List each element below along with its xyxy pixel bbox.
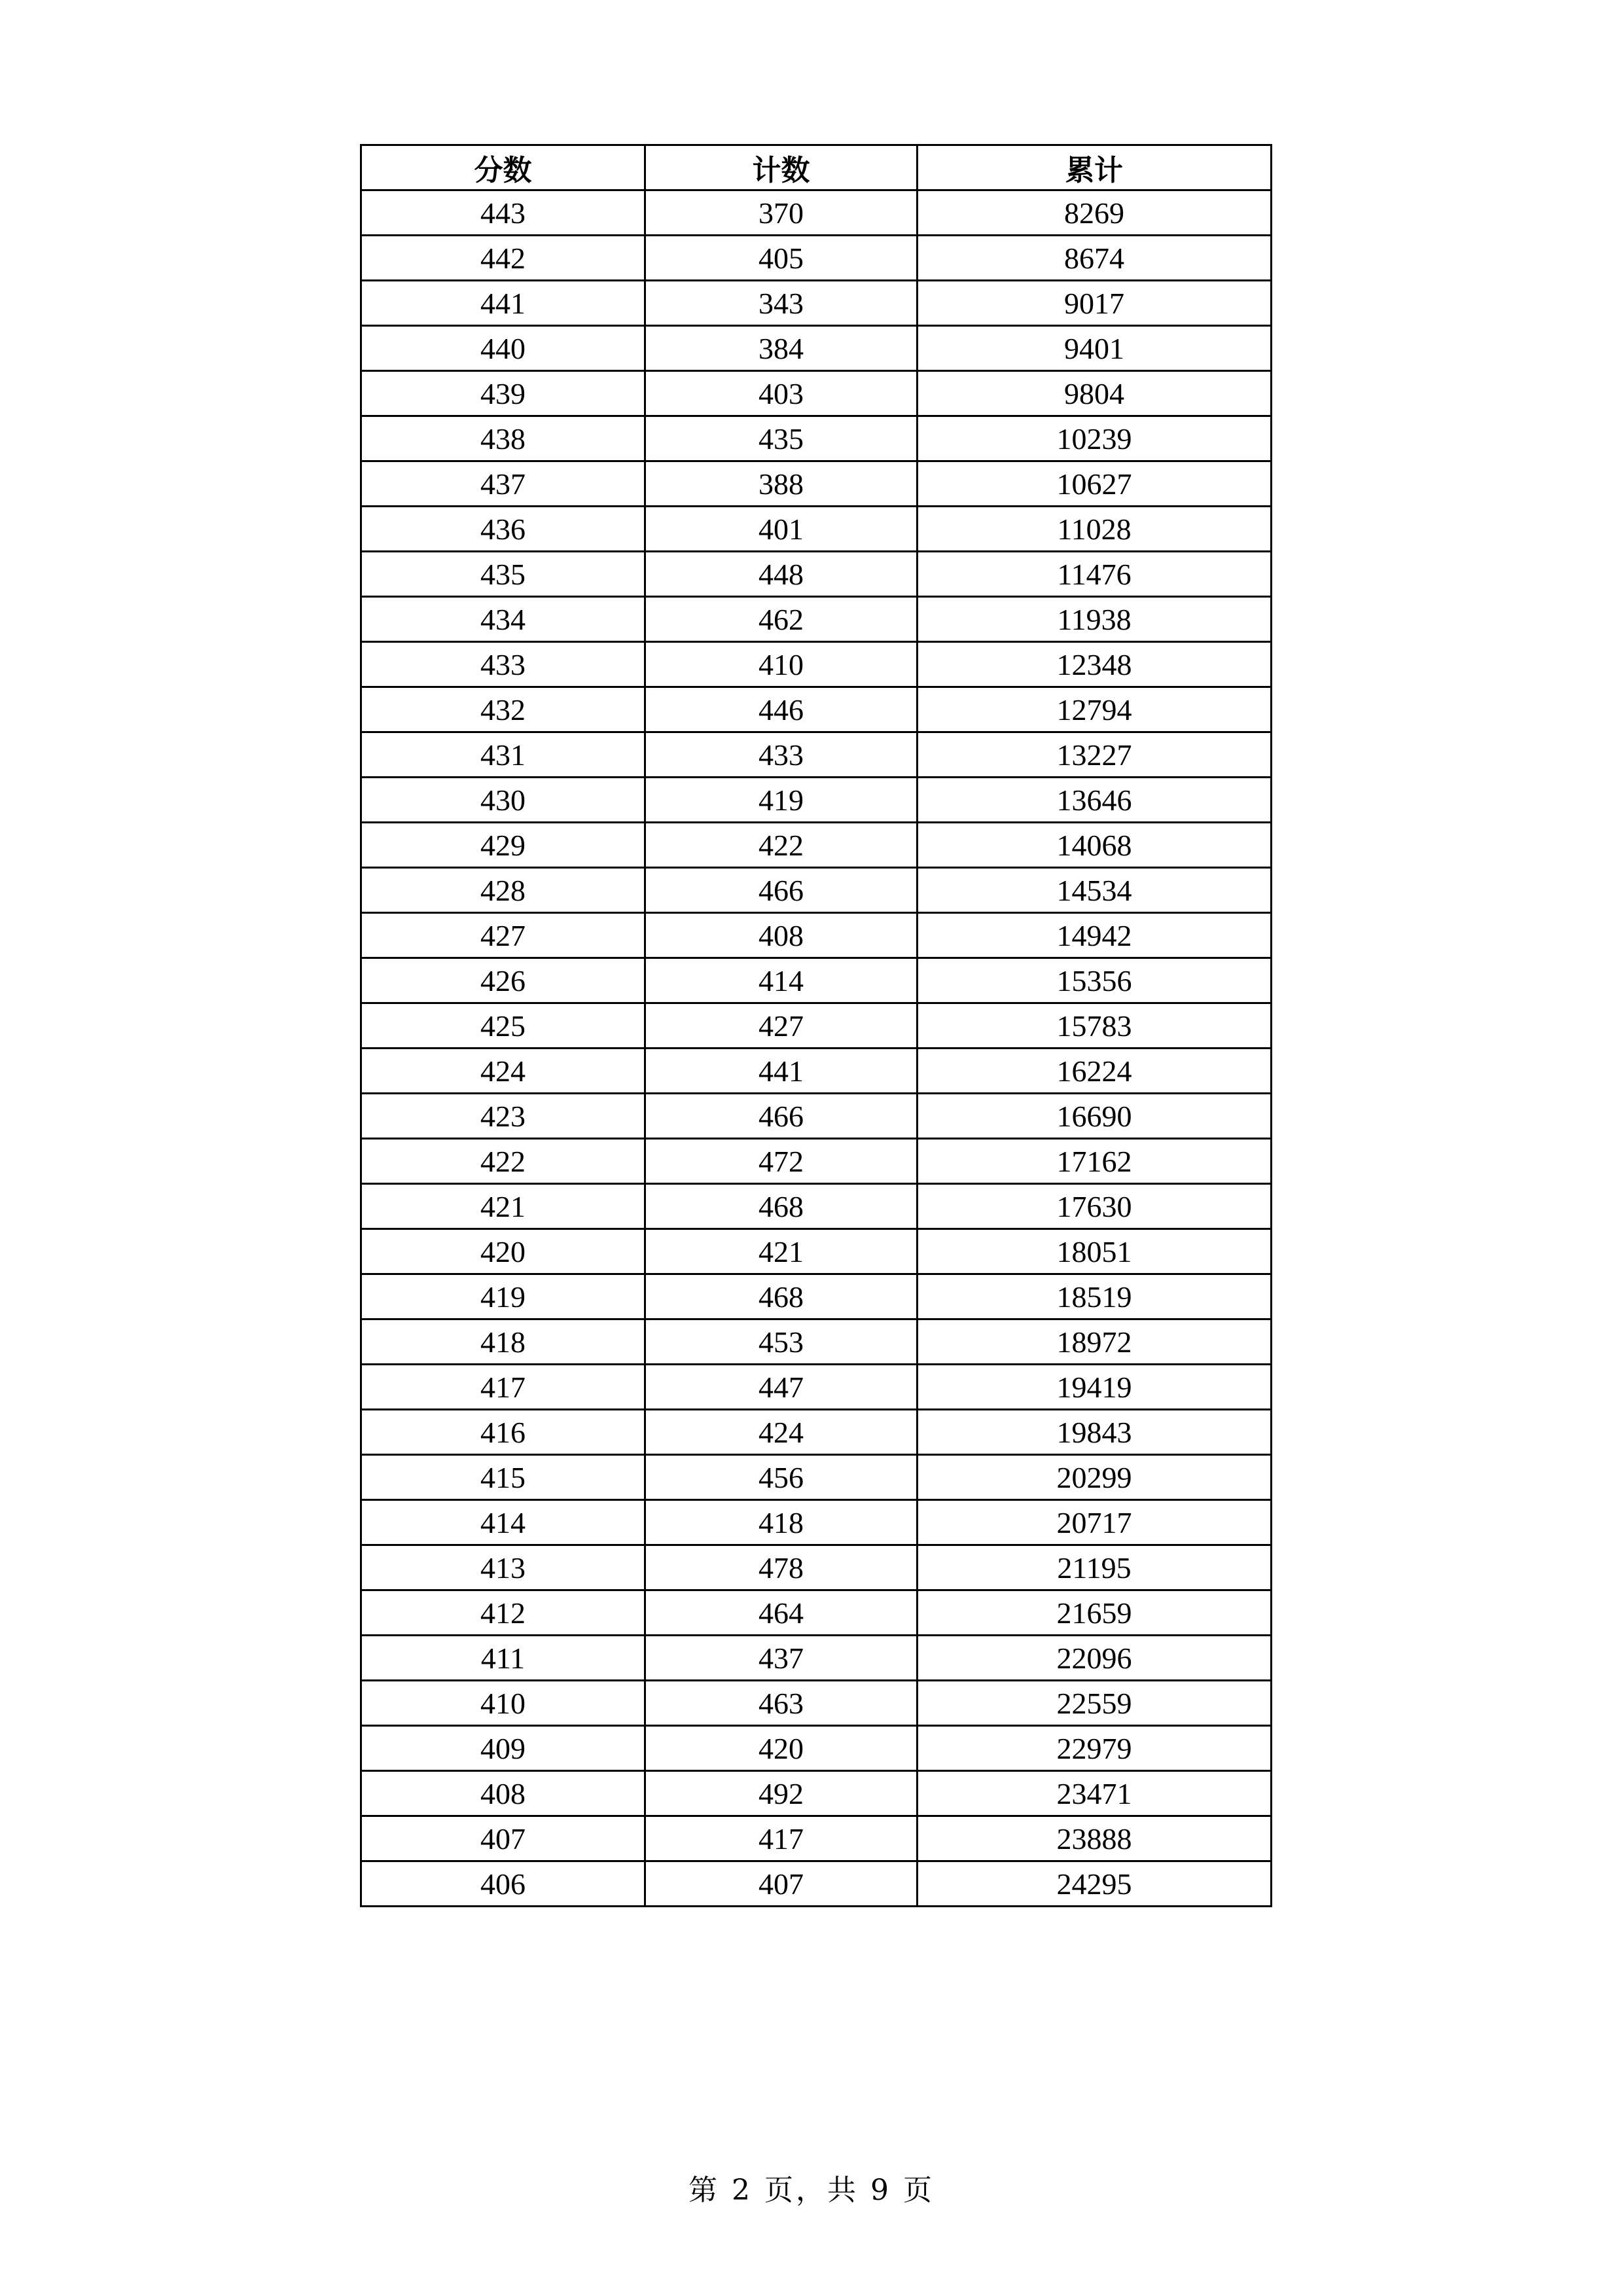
count-cell: 435 (645, 416, 918, 461)
count-cell: 453 (645, 1319, 918, 1365)
score-cell: 407 (361, 1816, 645, 1861)
table-row (361, 1455, 1272, 1500)
cumulative-cell: 18051 (918, 1229, 1272, 1274)
column-header-count: 计数 (645, 145, 918, 190)
count-cell: 466 (645, 1094, 918, 1139)
table-row (361, 1049, 1272, 1094)
column-header-cumulative: 累计 (918, 145, 1272, 190)
cumulative-cell: 16224 (918, 1049, 1272, 1094)
cumulative-cell: 12348 (918, 642, 1272, 687)
table-row (361, 1003, 1272, 1049)
table-row (361, 642, 1272, 687)
cumulative-cell: 8269 (918, 190, 1272, 236)
count-cell: 456 (645, 1455, 918, 1500)
cumulative-cell: 9017 (918, 281, 1272, 326)
score-cell: 421 (361, 1184, 645, 1229)
cumulative-cell: 9804 (918, 371, 1272, 416)
score-cell: 422 (361, 1139, 645, 1184)
table-row (361, 823, 1272, 868)
score-cell: 412 (361, 1590, 645, 1636)
cumulative-cell: 22979 (918, 1726, 1272, 1771)
table-row (361, 1726, 1272, 1771)
cumulative-cell: 9401 (918, 326, 1272, 371)
cumulative-cell: 13227 (918, 732, 1272, 778)
score-table (360, 144, 1272, 1907)
score-cell: 423 (361, 1094, 645, 1139)
count-cell: 448 (645, 552, 918, 597)
count-cell: 422 (645, 823, 918, 868)
cumulative-cell: 18972 (918, 1319, 1272, 1365)
score-cell: 431 (361, 732, 645, 778)
table-row (361, 1274, 1272, 1319)
cumulative-cell: 17630 (918, 1184, 1272, 1229)
count-cell: 421 (645, 1229, 918, 1274)
score-cell: 435 (361, 552, 645, 597)
score-cell: 408 (361, 1771, 645, 1816)
cumulative-cell: 10239 (918, 416, 1272, 461)
table-row (361, 1816, 1272, 1861)
count-cell: 433 (645, 732, 918, 778)
count-cell: 472 (645, 1139, 918, 1184)
cumulative-cell: 11476 (918, 552, 1272, 597)
count-cell: 427 (645, 1003, 918, 1049)
table-row (361, 1319, 1272, 1365)
score-cell: 433 (361, 642, 645, 687)
cumulative-cell: 17162 (918, 1139, 1272, 1184)
table-row (361, 1229, 1272, 1274)
table-row (361, 1636, 1272, 1681)
score-cell: 428 (361, 868, 645, 913)
score-cell: 411 (361, 1636, 645, 1681)
cumulative-cell: 19843 (918, 1410, 1272, 1455)
score-cell: 439 (361, 371, 645, 416)
table-row (361, 1861, 1272, 1907)
table-row (361, 552, 1272, 597)
count-cell: 468 (645, 1184, 918, 1229)
cumulative-cell: 8674 (918, 236, 1272, 281)
page-number-footer: 第 2 页，共 9 页 (688, 2174, 935, 2207)
cumulative-cell: 11938 (918, 597, 1272, 642)
count-cell: 468 (645, 1274, 918, 1319)
table-row (361, 868, 1272, 913)
cumulative-cell: 21195 (918, 1545, 1272, 1590)
table-row (361, 507, 1272, 552)
cumulative-cell: 14534 (918, 868, 1272, 913)
count-cell: 414 (645, 958, 918, 1003)
count-cell: 492 (645, 1771, 918, 1816)
score-cell: 419 (361, 1274, 645, 1319)
cumulative-cell: 23888 (918, 1816, 1272, 1861)
score-cell: 420 (361, 1229, 645, 1274)
count-cell: 418 (645, 1500, 918, 1545)
score-cell: 415 (361, 1455, 645, 1500)
table-row (361, 1681, 1272, 1726)
count-cell: 407 (645, 1861, 918, 1907)
count-cell: 420 (645, 1726, 918, 1771)
cumulative-cell: 15356 (918, 958, 1272, 1003)
cumulative-cell: 10627 (918, 461, 1272, 507)
cumulative-cell: 23471 (918, 1771, 1272, 1816)
count-cell: 478 (645, 1545, 918, 1590)
cumulative-cell: 22096 (918, 1636, 1272, 1681)
count-cell: 417 (645, 1816, 918, 1861)
count-cell: 424 (645, 1410, 918, 1455)
count-cell: 401 (645, 507, 918, 552)
count-cell: 343 (645, 281, 918, 326)
table-row (361, 1410, 1272, 1455)
table-row (361, 416, 1272, 461)
cumulative-cell: 16690 (918, 1094, 1272, 1139)
score-cell: 437 (361, 461, 645, 507)
table-body (361, 190, 1272, 1907)
column-header-score: 分数 (361, 145, 645, 190)
score-cell: 442 (361, 236, 645, 281)
count-cell: 464 (645, 1590, 918, 1636)
score-cell: 441 (361, 281, 645, 326)
table-row (361, 1545, 1272, 1590)
score-cell: 416 (361, 1410, 645, 1455)
count-cell: 437 (645, 1636, 918, 1681)
cumulative-cell: 24295 (918, 1861, 1272, 1907)
table-row (361, 597, 1272, 642)
table-row (361, 190, 1272, 236)
table-row (361, 1771, 1272, 1816)
count-cell: 405 (645, 236, 918, 281)
score-cell: 434 (361, 597, 645, 642)
table-row (361, 687, 1272, 732)
table-row (361, 326, 1272, 371)
count-cell: 446 (645, 687, 918, 732)
score-cell: 426 (361, 958, 645, 1003)
count-cell: 466 (645, 868, 918, 913)
cumulative-cell: 15783 (918, 1003, 1272, 1049)
table-row (361, 1139, 1272, 1184)
cumulative-cell: 19419 (918, 1365, 1272, 1410)
count-cell: 408 (645, 913, 918, 958)
score-cell: 436 (361, 507, 645, 552)
count-cell: 384 (645, 326, 918, 371)
cumulative-cell: 20717 (918, 1500, 1272, 1545)
score-cell: 430 (361, 778, 645, 823)
table-row (361, 1184, 1272, 1229)
score-cell: 414 (361, 1500, 645, 1545)
count-cell: 388 (645, 461, 918, 507)
score-cell: 432 (361, 687, 645, 732)
table-row (361, 371, 1272, 416)
table-row (361, 1365, 1272, 1410)
cumulative-cell: 14068 (918, 823, 1272, 868)
count-cell: 370 (645, 190, 918, 236)
score-cell: 427 (361, 913, 645, 958)
score-cell: 443 (361, 190, 645, 236)
score-cell: 410 (361, 1681, 645, 1726)
cumulative-cell: 14942 (918, 913, 1272, 958)
cumulative-cell: 22559 (918, 1681, 1272, 1726)
score-cell: 406 (361, 1861, 645, 1907)
cumulative-cell: 11028 (918, 507, 1272, 552)
table-row (361, 1500, 1272, 1545)
score-cell: 425 (361, 1003, 645, 1049)
cumulative-cell: 18519 (918, 1274, 1272, 1319)
score-cell: 424 (361, 1049, 645, 1094)
table-row (361, 958, 1272, 1003)
table-row (361, 1590, 1272, 1636)
score-cell: 413 (361, 1545, 645, 1590)
score-cell: 417 (361, 1365, 645, 1410)
score-cell: 418 (361, 1319, 645, 1365)
cumulative-cell: 12794 (918, 687, 1272, 732)
count-cell: 463 (645, 1681, 918, 1726)
count-cell: 462 (645, 597, 918, 642)
table-row (361, 913, 1272, 958)
table-row (361, 778, 1272, 823)
cumulative-cell: 21659 (918, 1590, 1272, 1636)
count-cell: 403 (645, 371, 918, 416)
table-header-row (361, 145, 1272, 190)
table-row (361, 732, 1272, 778)
table-row (361, 1094, 1272, 1139)
cumulative-cell: 20299 (918, 1455, 1272, 1500)
table-row (361, 236, 1272, 281)
table-row (361, 281, 1272, 326)
score-cell: 409 (361, 1726, 645, 1771)
score-cell: 438 (361, 416, 645, 461)
score-cell: 440 (361, 326, 645, 371)
cumulative-cell: 13646 (918, 778, 1272, 823)
count-cell: 441 (645, 1049, 918, 1094)
count-cell: 410 (645, 642, 918, 687)
table-row (361, 461, 1272, 507)
count-cell: 419 (645, 778, 918, 823)
count-cell: 447 (645, 1365, 918, 1410)
score-cell: 429 (361, 823, 645, 868)
